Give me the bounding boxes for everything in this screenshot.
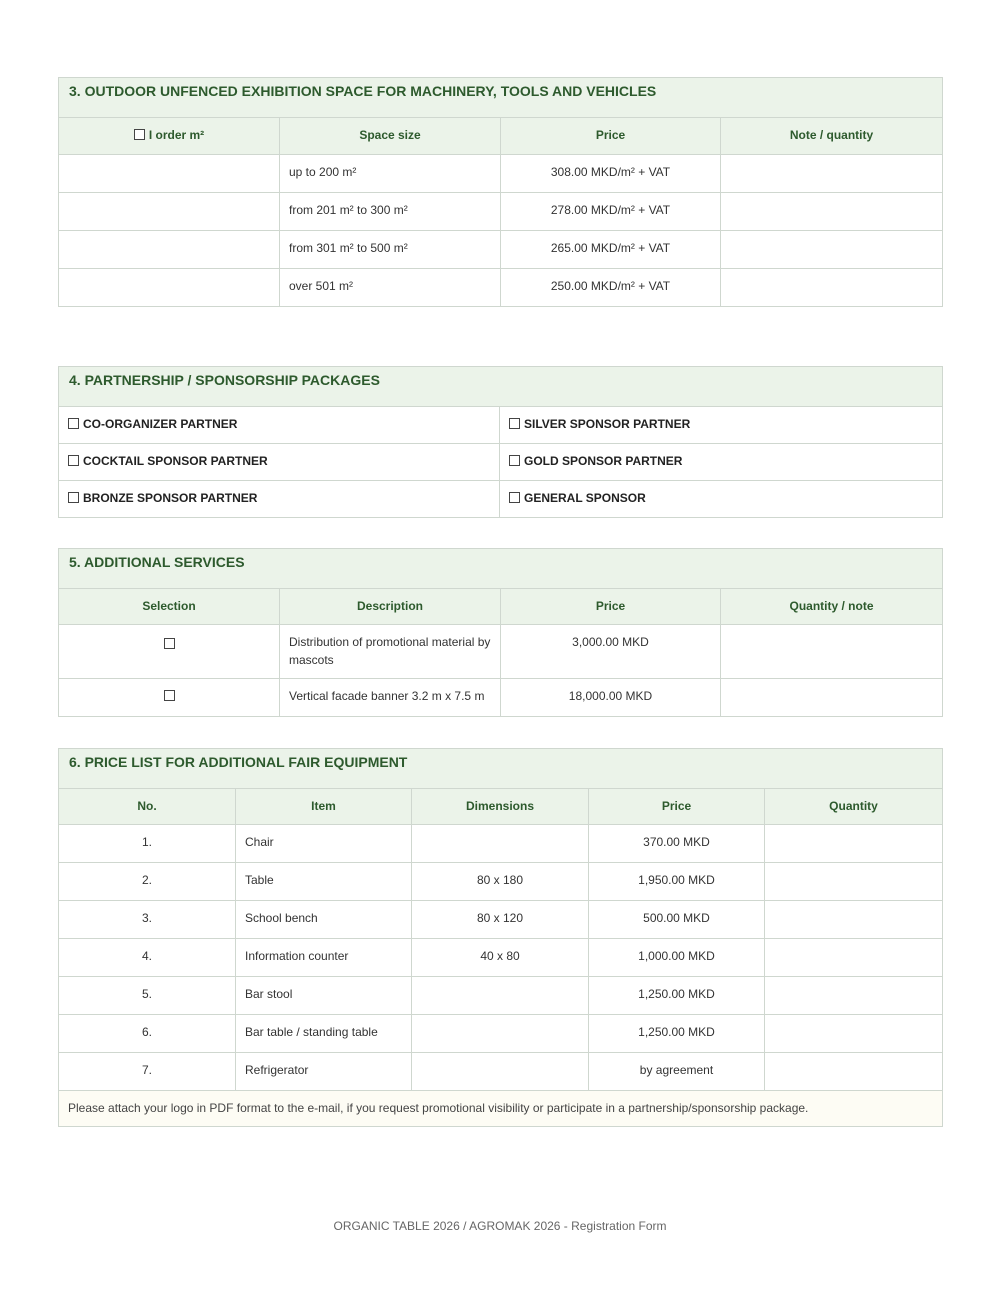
quantity-field[interactable] xyxy=(765,1015,942,1052)
column-header: No. xyxy=(59,789,236,824)
table-row xyxy=(59,939,942,977)
quantity-field[interactable] xyxy=(765,825,942,862)
table-row xyxy=(59,269,942,307)
item-dimensions xyxy=(412,1053,589,1090)
checkbox-icon[interactable] xyxy=(509,492,520,503)
table-row xyxy=(59,193,942,231)
order-cell[interactable] xyxy=(59,193,280,230)
item-dimensions: 40 x 80 xyxy=(412,939,589,976)
page-footer: ORGANIC TABLE 2026 / AGROMAK 2026 - Registration Form xyxy=(333,1219,667,1233)
order-cell[interactable] xyxy=(59,155,280,192)
section-title: 4. PARTNERSHIP / SPONSORSHIP PACKAGES xyxy=(59,367,942,407)
table-row xyxy=(59,863,942,901)
checkbox-icon[interactable] xyxy=(68,455,79,466)
price: 1,250.00 MKD xyxy=(589,1015,765,1052)
column-header: Space size xyxy=(280,118,501,154)
column-header: I order m² xyxy=(148,128,205,142)
table-row xyxy=(59,231,942,269)
table-row xyxy=(59,444,942,481)
package-option[interactable]: GENERAL SPONSOR xyxy=(500,481,942,517)
checkbox-icon[interactable] xyxy=(68,492,79,503)
section-title: 6. PRICE LIST FOR ADDITIONAL FAIR EQUIPMENT xyxy=(59,749,942,789)
table-row xyxy=(59,901,942,939)
quantity-field[interactable] xyxy=(765,939,942,976)
table-row xyxy=(59,481,942,518)
column-header: Dimensions xyxy=(412,789,589,824)
table-header xyxy=(59,589,942,625)
table-row xyxy=(59,155,942,193)
table-row xyxy=(59,1053,942,1091)
price: 3,000.00 MKD xyxy=(501,625,721,678)
table-row xyxy=(59,1015,942,1053)
column-header: Quantity xyxy=(829,799,878,813)
table-row xyxy=(59,625,942,679)
item-number: 4. xyxy=(59,939,236,976)
price: 265.00 MKD/m² + VAT xyxy=(501,231,721,268)
item-name: School bench xyxy=(236,901,412,938)
column-header: Price xyxy=(589,789,765,824)
space-size: up to 200 m² xyxy=(280,155,501,192)
item-dimensions: 80 x 120 xyxy=(412,901,589,938)
table-header xyxy=(59,118,942,155)
order-cell[interactable] xyxy=(59,269,280,306)
column-header: Note / quantity xyxy=(789,128,874,142)
price: 308.00 MKD/m² + VAT xyxy=(501,155,721,192)
item-name: Information counter xyxy=(236,939,412,976)
package-option[interactable]: GOLD SPONSOR PARTNER xyxy=(500,444,942,480)
checkbox-icon[interactable] xyxy=(68,418,79,429)
item-name: Bar stool xyxy=(236,977,412,1014)
item-name: Refrigerator xyxy=(236,1053,412,1090)
quantity-field[interactable] xyxy=(765,1053,942,1090)
item-number: 1. xyxy=(59,825,236,862)
column-header: Item xyxy=(236,789,412,824)
price: 18,000.00 MKD xyxy=(501,679,721,716)
checkbox-icon[interactable] xyxy=(164,638,175,649)
quantity-field[interactable] xyxy=(765,901,942,938)
note-field[interactable] xyxy=(721,625,942,678)
package-option[interactable]: SILVER SPONSOR PARTNER xyxy=(500,407,942,443)
item-name: Chair xyxy=(236,825,412,862)
section-sponsorship xyxy=(58,366,943,518)
table-header xyxy=(59,789,942,825)
section-outdoor-space xyxy=(58,77,943,307)
item-number: 2. xyxy=(59,863,236,900)
price: 370.00 MKD xyxy=(589,825,765,862)
price: 500.00 MKD xyxy=(589,901,765,938)
space-size: over 501 m² xyxy=(280,269,501,306)
checkbox-icon[interactable] xyxy=(509,455,520,466)
note-field[interactable] xyxy=(721,193,942,230)
item-number: 3. xyxy=(59,901,236,938)
note-field[interactable] xyxy=(721,231,942,268)
checkbox-icon[interactable] xyxy=(164,690,175,701)
space-size: from 301 m² to 500 m² xyxy=(280,231,501,268)
item-dimensions xyxy=(412,977,589,1014)
item-name: Bar table / standing table xyxy=(236,1015,412,1052)
package-option[interactable]: BRONZE SPONSOR PARTNER xyxy=(59,481,500,517)
section-additional-services xyxy=(58,548,943,717)
quantity-field[interactable] xyxy=(765,863,942,900)
table-row xyxy=(59,679,942,717)
service-description: Distribution of promotional material by mascots xyxy=(280,625,501,678)
price: 250.00 MKD/m² + VAT xyxy=(501,269,721,306)
logo-note: Please attach your logo in PDF format to the e-mail, if you request promotional visibility or participate in a partnership/sponsorship package. xyxy=(59,1091,942,1127)
package-option[interactable]: COCKTAIL SPONSOR PARTNER xyxy=(59,444,500,480)
note-field[interactable] xyxy=(721,155,942,192)
column-header: Description xyxy=(280,589,501,624)
section-title: 5. ADDITIONAL SERVICES xyxy=(59,549,942,589)
order-cell[interactable] xyxy=(59,231,280,268)
table-row xyxy=(59,407,942,444)
price: 1,000.00 MKD xyxy=(589,939,765,976)
price: 278.00 MKD/m² + VAT xyxy=(501,193,721,230)
column-header: Price xyxy=(501,589,721,624)
section-title: 3. OUTDOOR UNFENCED EXHIBITION SPACE FOR MACHINERY, TOOLS AND VEHICLES xyxy=(59,78,942,118)
checkbox-icon[interactable] xyxy=(134,129,145,140)
item-dimensions xyxy=(412,1015,589,1052)
space-size: from 201 m² to 300 m² xyxy=(280,193,501,230)
price: by agreement xyxy=(589,1053,765,1090)
selection-cell xyxy=(59,625,280,678)
service-description: Vertical facade banner 3.2 m x 7.5 m xyxy=(280,679,501,716)
note-field[interactable] xyxy=(721,269,942,306)
note-field[interactable] xyxy=(721,679,942,716)
item-number: 5. xyxy=(59,977,236,1014)
item-number: 6. xyxy=(59,1015,236,1052)
table-row xyxy=(59,977,942,1015)
column-header: Price xyxy=(501,118,721,154)
quantity-field[interactable] xyxy=(765,977,942,1014)
selection-cell xyxy=(59,679,280,716)
item-dimensions: 80 x 180 xyxy=(412,863,589,900)
item-number: 7. xyxy=(59,1053,236,1090)
price: 1,950.00 MKD xyxy=(589,863,765,900)
table-row xyxy=(59,825,942,863)
item-name: Table xyxy=(236,863,412,900)
package-option[interactable]: CO-ORGANIZER PARTNER xyxy=(59,407,500,443)
column-header: Selection xyxy=(59,589,280,624)
column-header: Quantity / note xyxy=(789,599,874,613)
checkbox-icon[interactable] xyxy=(509,418,520,429)
item-dimensions xyxy=(412,825,589,862)
price: 1,250.00 MKD xyxy=(589,977,765,1014)
section-equipment-price-list xyxy=(58,748,943,1127)
